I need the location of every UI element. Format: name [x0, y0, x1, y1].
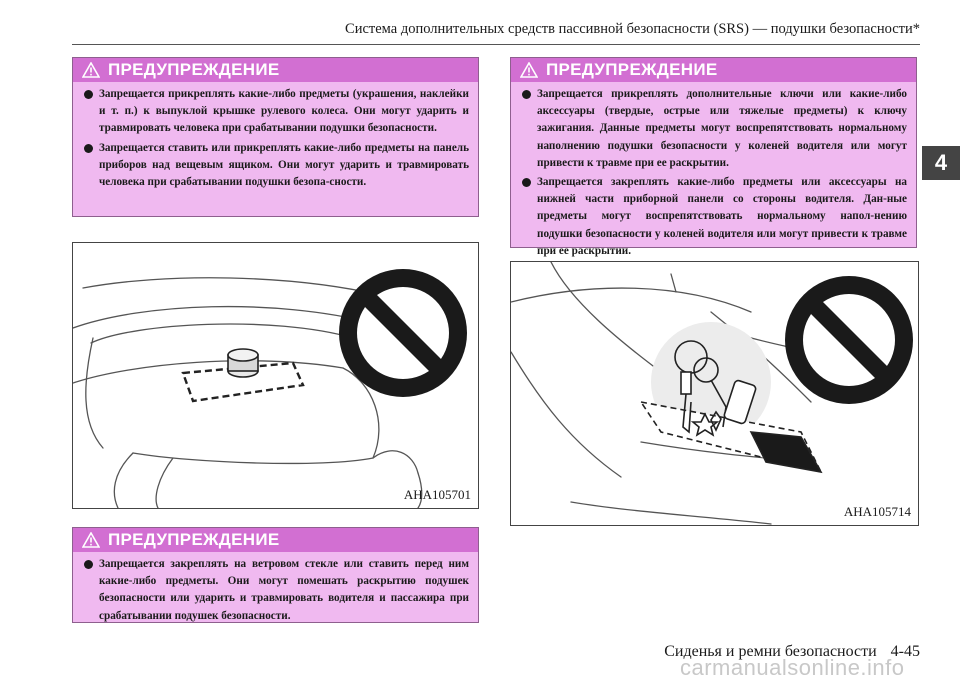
header-divider [72, 44, 920, 45]
warning-heading-text: ПРЕДУПРЕЖДЕНИЕ [546, 60, 718, 79]
warning-triangle-icon [520, 62, 538, 78]
warning-item: Запрещается ставить или прикреплять какие-либо предметы на панель приборов над вещевым ящиком. Они могут ударить и травмировать человека при срабатывании подушки безопа-сности. [82, 140, 469, 192]
warning-heading-text: ПРЕДУПРЕЖДЕНИЕ [108, 530, 280, 549]
dashboard-drawing [73, 243, 478, 508]
warning-heading [73, 58, 478, 82]
warning-triangle-icon [82, 532, 100, 548]
page-header-title: Система дополнительных средств пассивной безопасности (SRS) — подушки безопасности* [345, 21, 920, 37]
warning-heading [511, 58, 916, 82]
figure-code: AHA105714 [843, 504, 911, 519]
prohibition-icon [785, 276, 913, 404]
warning-heading [73, 528, 478, 552]
warning-heading-text: ПРЕДУПРЕЖДЕНИЕ [108, 60, 280, 79]
object-on-panel [228, 349, 258, 377]
figure-code: AHA105701 [403, 487, 471, 502]
illustration-dashboard-object [72, 242, 479, 509]
chapter-tab[interactable]: 4 [922, 146, 960, 180]
warning-item: Запрещается закреплять на ветровом стекле или ставить перед ним какие-либо предметы. Они могут помешать раскрытию подушек безопасности или ударить и травмировать водителя и пассажира при срабатывании подушек безопасности. [82, 556, 469, 625]
watermark: carmanualsonline.info [680, 655, 905, 680]
warning-box-top-left [72, 57, 479, 217]
footer-section: Сиденья и ремни безопасности [664, 643, 877, 660]
warning-item: Запрещается прикреплять дополнительные ключи или какие-либо аксессуары (твердые, острые или тяжелые предметы) к ключу зажигания. Данные предметы могут воспрепятствовать нормальному наполнению подушки безопасности у коленей водителя или могут привести к травме при ее раскрытии. [520, 86, 907, 172]
ignition-key-drawing [511, 262, 918, 525]
warning-box-top-right [510, 57, 917, 257]
warning-box-bottom-left [72, 527, 479, 623]
warning-item: Запрещается прикреплять какие-либо предметы (украшения, наклейки и т. п.) к выпуклой крышке рулевого колеса. Они могут ударить и травмировать человека при срабатывании подушки безопасности. [82, 86, 469, 138]
illustration-ignition-key [510, 261, 919, 526]
prohibition-icon [339, 269, 467, 397]
warning-triangle-icon [82, 62, 100, 78]
page-number: 4-45 [890, 643, 920, 660]
warning-item: Запрещается закреплять какие-либо предметы или аксессуары на нижней части приборной панели со стороны водителя. Дан-ные предметы могут воспрепятствовать нормальному напол-нению подушки безопасности у коленей водителя или могут привести к травме при ее раскрытии. [520, 174, 907, 260]
